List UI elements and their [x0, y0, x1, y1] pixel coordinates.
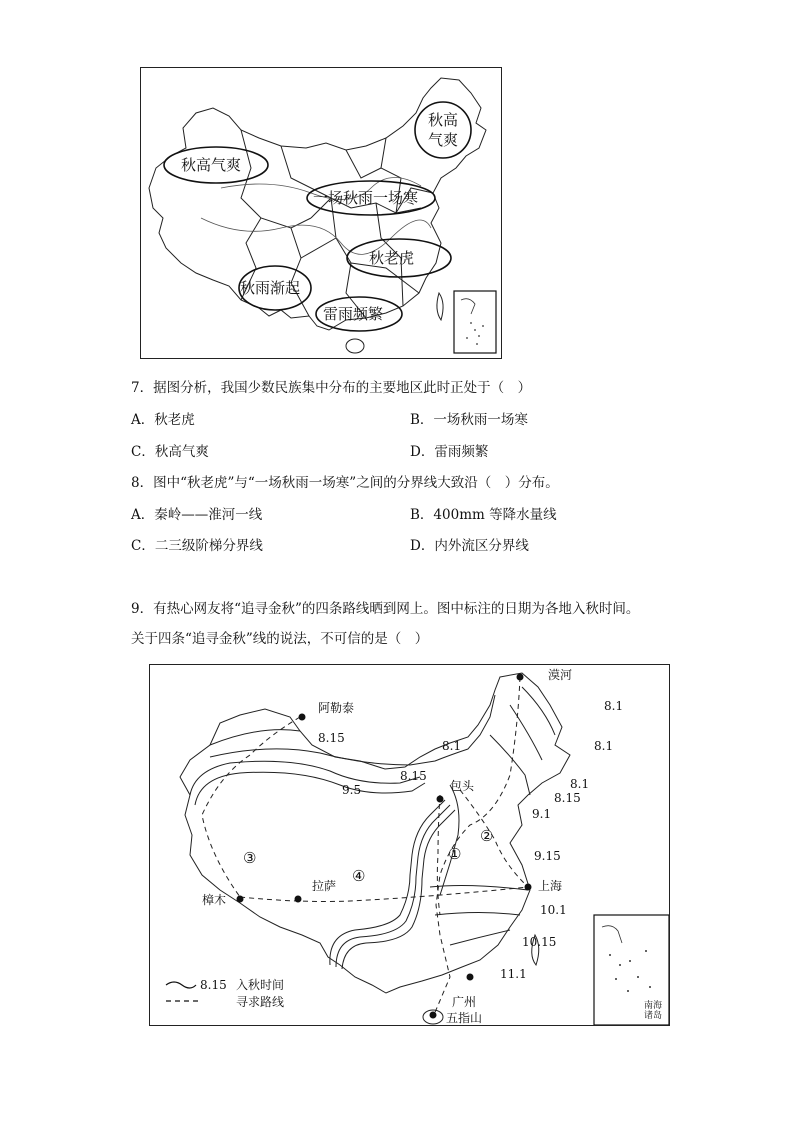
city-label-baotou: 包头: [450, 779, 475, 793]
date-label: 8.1: [442, 739, 462, 753]
city-label-zhangmu: 樟木: [202, 893, 227, 907]
route-marker-2: ②: [480, 827, 494, 845]
question-8-option-d[interactable]: D．内外流区分界线: [410, 538, 529, 554]
date-label: 8.15: [318, 731, 345, 745]
date-label: 8.15: [554, 791, 581, 805]
route-marker-1: ①: [448, 845, 462, 863]
question-8-stem: 8．图中“秋老虎”与“一场秋雨一场寒”之间的分界线大致沿（ ）分布。: [131, 475, 559, 491]
question-8-option-a[interactable]: A．秦岭——淮河一线: [131, 507, 263, 523]
city-label-mohe: 漠河: [548, 668, 573, 682]
legend-route-label: 寻求路线: [236, 995, 285, 1009]
date-label: 8.1: [604, 699, 624, 713]
city-label-wuzhishan: 五指山: [446, 1011, 483, 1025]
question-7-option-d[interactable]: D．雷雨频繁: [410, 444, 489, 460]
legend-isoline-label: 入秋时间: [236, 978, 285, 992]
region-label-north-china: 一场秋雨一场寒: [313, 189, 419, 207]
city-label-altay: 阿勒泰: [318, 701, 355, 715]
question-7-stem: 7．据图分析，我国少数民族集中分布的主要地区此时正处于（ ）: [131, 380, 532, 396]
city-label-shanghai: 上海: [538, 879, 563, 893]
region-label-northwest: 秋高气爽: [181, 156, 242, 174]
city-label-guangzhou: 广州: [452, 995, 477, 1009]
date-label: 8.1: [570, 777, 590, 791]
autumn-climate-map: [140, 67, 502, 359]
date-label: 8.1: [594, 739, 614, 753]
route-marker-4: ④: [352, 867, 366, 885]
autumn-onset-route-map: [149, 664, 670, 1026]
date-label: 11.1: [500, 967, 527, 981]
date-label: 8.15: [400, 769, 427, 783]
question-7-option-b[interactable]: B．一场秋雨一场寒: [410, 412, 528, 428]
inset-label-line1: 南海: [644, 1001, 663, 1011]
region-label-northeast-line2: 气爽: [428, 131, 459, 149]
date-label: 10.1: [540, 903, 567, 917]
question-7-option-c[interactable]: C．秋高气爽: [131, 444, 209, 460]
date-label: 9.5: [342, 783, 362, 797]
china-outline-map-2: [150, 665, 669, 1025]
region-label-south: 雷雨频繁: [323, 305, 384, 323]
question-9-line-1: 9．有热心网友将“追寻金秋”的四条路线晒到网上。图中标注的日期为各地入秋时间。: [131, 601, 640, 617]
question-8-option-b[interactable]: B．400mm 等降水量线: [410, 507, 557, 523]
question-9-line-2: 关于四条“追寻金秋”线的说法，不可信的是（ ）: [131, 631, 429, 647]
region-label-northeast-line1: 秋高: [428, 111, 459, 129]
region-label-southwest: 秋雨渐起: [240, 279, 301, 297]
date-label: 9.1: [532, 807, 552, 821]
question-8-option-c[interactable]: C．二三级阶梯分界线: [131, 538, 263, 554]
region-label-southeast: 秋老虎: [369, 249, 415, 267]
date-label: 9.15: [534, 849, 561, 863]
question-7-option-a[interactable]: A．秋老虎: [131, 412, 195, 428]
legend-isoline-value: 8.15: [200, 978, 227, 992]
route-marker-3: ③: [243, 849, 257, 867]
city-label-lhasa: 拉萨: [312, 879, 337, 893]
inset-label-line2: 诸岛: [644, 1011, 663, 1021]
date-label: 10.15: [522, 935, 557, 949]
